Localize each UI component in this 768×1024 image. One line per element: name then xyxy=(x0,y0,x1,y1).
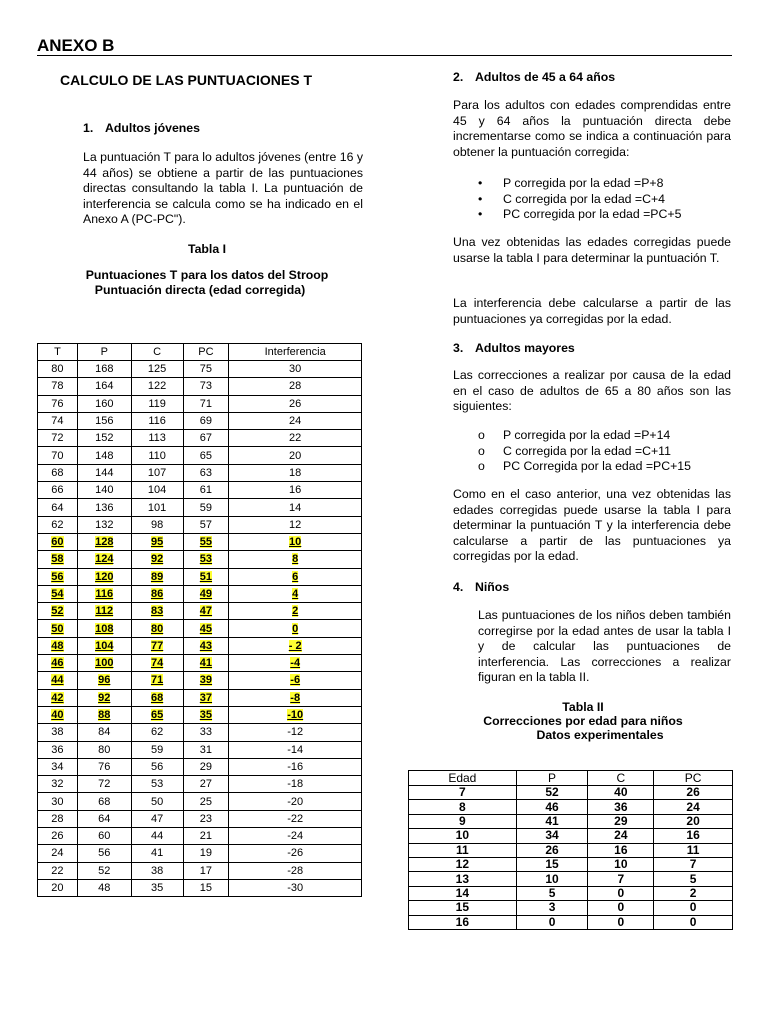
table1-cell: 86 xyxy=(131,585,183,602)
table2-cell: 10 xyxy=(588,857,654,871)
table1-cell: 110 xyxy=(131,447,183,464)
table-row xyxy=(409,872,733,886)
table2-header-cell: PC xyxy=(654,771,733,786)
table1-cell: 80 xyxy=(77,741,131,758)
table1-cell: 35 xyxy=(131,879,183,896)
table1-label: Tabla I xyxy=(187,242,227,256)
table1-cell: 124 xyxy=(77,551,131,568)
section-2-bullet xyxy=(478,192,728,208)
table-row xyxy=(409,901,733,915)
section-2-bullet-text: C corregida por la edad =C+4 xyxy=(503,191,666,206)
bullet-marker-icon: o xyxy=(478,459,485,474)
table1-cell: 28 xyxy=(229,378,362,395)
table-row xyxy=(38,361,362,378)
table1-cell: 52 xyxy=(38,603,78,620)
table-row xyxy=(38,464,362,481)
table1-cell: 47 xyxy=(131,810,183,827)
table1-cell: 67 xyxy=(183,430,229,447)
table-row xyxy=(38,706,362,723)
table1-header-cell: PC xyxy=(183,344,229,361)
table1-cell: 77 xyxy=(131,637,183,654)
table2-cell: 7 xyxy=(654,857,733,871)
table2-header-cell: Edad xyxy=(409,771,517,786)
table1-cell: 23 xyxy=(183,810,229,827)
table2-cell: 34 xyxy=(516,829,588,843)
section-4-title: Niños xyxy=(475,580,510,594)
table1-cell: 49 xyxy=(183,585,229,602)
table1-cell: 144 xyxy=(77,464,131,481)
table2-cell: 12 xyxy=(409,857,517,871)
table-row xyxy=(38,603,362,620)
table1-cell: 37 xyxy=(183,689,229,706)
table1-caption-1: Puntuaciones T para los datos del Stroop xyxy=(85,268,329,282)
table1-cell: 50 xyxy=(38,620,78,637)
table1-cell: 6 xyxy=(229,568,362,585)
t-scores-table xyxy=(37,343,362,897)
table1-cell: 75 xyxy=(183,361,229,378)
table1-cell: -14 xyxy=(229,741,362,758)
table1-cell: 116 xyxy=(77,585,131,602)
table1-cell: 18 xyxy=(229,464,362,481)
table1-cell: 66 xyxy=(38,482,78,499)
table1-cell: 21 xyxy=(183,828,229,845)
table1-cell: 42 xyxy=(38,689,78,706)
table-row xyxy=(38,741,362,758)
age-correction-table xyxy=(408,770,733,930)
table1-cell: 19 xyxy=(183,845,229,862)
table1-cell: 44 xyxy=(131,828,183,845)
table1-cell: 160 xyxy=(77,395,131,412)
section-3-bullet xyxy=(478,459,728,475)
table1-cell: 156 xyxy=(77,412,131,429)
table1-cell: -28 xyxy=(229,862,362,879)
table1-cell: 44 xyxy=(38,672,78,689)
table1-cell: 140 xyxy=(77,482,131,499)
table2-cell: 9 xyxy=(409,814,517,828)
table-row xyxy=(409,800,733,814)
table2-cell: 0 xyxy=(588,886,654,900)
table1-cell: 24 xyxy=(229,412,362,429)
table1-cell: -6 xyxy=(229,672,362,689)
table1-cell: 64 xyxy=(77,810,131,827)
table1-cell: 116 xyxy=(131,412,183,429)
table2-caption-1: Correcciones por edad para niños xyxy=(483,714,683,728)
table1-cell: 63 xyxy=(183,464,229,481)
table1-header-cell: Interferencia xyxy=(229,344,362,361)
table1-cell: 70 xyxy=(38,447,78,464)
table1-cell: 30 xyxy=(38,793,78,810)
table1-cell: 16 xyxy=(229,482,362,499)
table1-cell: 29 xyxy=(183,758,229,775)
table1-cell: 22 xyxy=(38,862,78,879)
section-3-bullet-text: C corregida por la edad =C+11 xyxy=(503,443,671,458)
table-row xyxy=(38,447,362,464)
table1-cell: 100 xyxy=(77,655,131,672)
table1-cell: -10 xyxy=(229,706,362,723)
table1-cell: 80 xyxy=(38,361,78,378)
table2-cell: 16 xyxy=(654,829,733,843)
table1-cell: 60 xyxy=(38,533,78,550)
table1-cell: 62 xyxy=(131,724,183,741)
table-row xyxy=(409,829,733,843)
table1-cell: 128 xyxy=(77,533,131,550)
table1-cell: 74 xyxy=(38,412,78,429)
table2-cell: 10 xyxy=(409,829,517,843)
table1-cell: 4 xyxy=(229,585,362,602)
table1-cell: 120 xyxy=(77,568,131,585)
section-2-text: Para los adultos con edades comprendidas entre 45 y 64 años la puntuación directa debe incrementarse como se indica a continuación para obtener la puntuación corregida: xyxy=(453,98,731,159)
table2-cell: 2 xyxy=(654,886,733,900)
table1-cell: 89 xyxy=(131,568,183,585)
bullet-marker-icon: • xyxy=(478,191,483,206)
table1-cell: 168 xyxy=(77,361,131,378)
table1-cell: 25 xyxy=(183,793,229,810)
table1-cell: 69 xyxy=(183,412,229,429)
table1-cell: 88 xyxy=(77,706,131,723)
table2-cell: 26 xyxy=(516,843,588,857)
table-row xyxy=(38,533,362,550)
table1-cell: 56 xyxy=(131,758,183,775)
table1-cell: 148 xyxy=(77,447,131,464)
table-row xyxy=(409,857,733,871)
page-title: CALCULO DE LAS PUNTUACIONES T xyxy=(60,72,312,88)
annex-title: ANEXO B xyxy=(37,36,115,55)
section-3-bullet-list xyxy=(478,428,728,475)
table1-cell: -8 xyxy=(229,689,362,706)
table1-cell: 20 xyxy=(38,879,78,896)
table2-cell: 7 xyxy=(409,786,517,800)
section-3-number: 3. xyxy=(453,341,464,355)
table2-cell: 5 xyxy=(654,872,733,886)
table1-cell: 84 xyxy=(77,724,131,741)
table2-cell: 0 xyxy=(516,915,588,929)
table2-cell: 15 xyxy=(516,857,588,871)
table2-cell: 11 xyxy=(409,843,517,857)
table-row xyxy=(38,672,362,689)
table1-cell: 28 xyxy=(38,810,78,827)
table2-cell: 16 xyxy=(588,843,654,857)
table1-cell: -20 xyxy=(229,793,362,810)
table1-cell: 45 xyxy=(183,620,229,637)
section-3-bullet xyxy=(478,444,728,460)
table1-cell: 40 xyxy=(38,706,78,723)
table1-cell: 136 xyxy=(77,499,131,516)
table1-cell: 59 xyxy=(183,499,229,516)
table1-cell: 92 xyxy=(131,551,183,568)
table1-cell: 35 xyxy=(183,706,229,723)
table2-header-cell: P xyxy=(516,771,588,786)
section-4-number: 4. xyxy=(453,580,464,594)
table-row xyxy=(38,568,362,585)
table1-cell: 64 xyxy=(38,499,78,516)
table1-cell: 54 xyxy=(38,585,78,602)
table1-cell: 83 xyxy=(131,603,183,620)
section-1-title: Adultos jóvenes xyxy=(105,121,200,135)
table1-cell: 14 xyxy=(229,499,362,516)
header-rule xyxy=(37,55,732,56)
table-row xyxy=(38,810,362,827)
table1-cell: -22 xyxy=(229,810,362,827)
table-row xyxy=(38,482,362,499)
table1-cell: 132 xyxy=(77,516,131,533)
table1-cell: 60 xyxy=(77,828,131,845)
table1-cell: 26 xyxy=(229,395,362,412)
table1-cell: 62 xyxy=(38,516,78,533)
table1-cell: 61 xyxy=(183,482,229,499)
table1-cell: 15 xyxy=(183,879,229,896)
table1-cell: 68 xyxy=(38,464,78,481)
table1-cell: 104 xyxy=(77,637,131,654)
table1-cell: -4 xyxy=(229,655,362,672)
table2-cell: 36 xyxy=(588,800,654,814)
table1-cell: 108 xyxy=(77,620,131,637)
section-2-text-3: La interferencia debe calcularse a partir de las puntuaciones ya corregidas por la edad. xyxy=(453,296,731,326)
section-3-bullet-text: PC Corregida por la edad =PC+15 xyxy=(503,459,691,474)
table2-cell: 24 xyxy=(654,800,733,814)
table1-cell: 65 xyxy=(183,447,229,464)
table1-cell: -12 xyxy=(229,724,362,741)
table1-cell: 71 xyxy=(131,672,183,689)
table1-cell: 24 xyxy=(38,845,78,862)
bullet-marker-icon: • xyxy=(478,176,483,190)
bullet-marker-icon: o xyxy=(478,428,485,442)
table1-cell: 20 xyxy=(229,447,362,464)
section-2-bullet-list xyxy=(478,176,728,223)
table1-cell: 104 xyxy=(131,482,183,499)
table1-cell: 74 xyxy=(131,655,183,672)
table1-cell: 41 xyxy=(183,655,229,672)
table1-cell: 43 xyxy=(183,637,229,654)
table2-cell: 41 xyxy=(516,814,588,828)
table1-cell: 78 xyxy=(38,378,78,395)
table2-cell: 52 xyxy=(516,786,588,800)
table1-cell: 12 xyxy=(229,516,362,533)
bullet-marker-icon: o xyxy=(478,443,485,458)
table2-cell: 40 xyxy=(588,786,654,800)
table-row xyxy=(38,879,362,896)
table1-cell: 32 xyxy=(38,776,78,793)
table-row xyxy=(38,862,362,879)
table1-cell: 17 xyxy=(183,862,229,879)
table1-cell: 95 xyxy=(131,533,183,550)
table1-cell: 56 xyxy=(38,568,78,585)
table1-cell: -18 xyxy=(229,776,362,793)
table-row xyxy=(409,814,733,828)
table2-cell: 10 xyxy=(516,872,588,886)
table1-cell: 2 xyxy=(229,603,362,620)
section-2-bullet-text: PC corregida por la edad =PC+5 xyxy=(503,207,682,222)
table2-cell: 3 xyxy=(516,901,588,915)
table-row xyxy=(38,655,362,672)
section-1-number: 1. xyxy=(83,121,94,135)
table1-cell: 59 xyxy=(131,741,183,758)
table1-cell: 48 xyxy=(77,879,131,896)
table-row xyxy=(38,551,362,568)
section-2-title: Adultos de 45 a 64 años xyxy=(475,70,616,84)
table1-cell: 122 xyxy=(131,378,183,395)
table1-cell: 98 xyxy=(131,516,183,533)
section-1-heading xyxy=(83,121,200,135)
section-4-heading xyxy=(453,580,509,594)
table1-cell: 56 xyxy=(77,845,131,862)
section-3-heading xyxy=(453,341,575,355)
table1-cell: 55 xyxy=(183,533,229,550)
table1-cell: 125 xyxy=(131,361,183,378)
section-2-bullet xyxy=(478,207,728,223)
table-row xyxy=(38,845,362,862)
table1-cell: 41 xyxy=(131,845,183,862)
table-row xyxy=(38,758,362,775)
table1-cell: 0 xyxy=(229,620,362,637)
section-3-text: Las correcciones a realizar por causa de la edad en el caso de adultos de 65 a 80 años son las siguientes: xyxy=(453,368,731,414)
table1-cell: -24 xyxy=(229,828,362,845)
table1-cell: 96 xyxy=(77,672,131,689)
table2-cell: 15 xyxy=(409,901,517,915)
table1-header-cell: T xyxy=(38,344,78,361)
table1-cell: 30 xyxy=(229,361,362,378)
table1-cell: - 2 xyxy=(229,637,362,654)
table1-cell: 152 xyxy=(77,430,131,447)
section-3-bullet xyxy=(478,428,728,444)
table1-cell: 51 xyxy=(183,568,229,585)
table1-cell: 68 xyxy=(131,689,183,706)
table1-cell: 39 xyxy=(183,672,229,689)
table2-cell: 0 xyxy=(588,901,654,915)
table2-cell: 14 xyxy=(409,886,517,900)
section-3-bullet-text: P corregida por la edad =P+14 xyxy=(503,428,671,442)
table1-cell: 38 xyxy=(38,724,78,741)
table1-cell: 53 xyxy=(131,776,183,793)
table2-header-cell: C xyxy=(588,771,654,786)
table1-cell: 34 xyxy=(38,758,78,775)
table1-caption-2: Puntuación directa (edad corregida) xyxy=(94,283,306,297)
table2-cell: 0 xyxy=(654,901,733,915)
table1-cell: -30 xyxy=(229,879,362,896)
table1-cell: 92 xyxy=(77,689,131,706)
table2-cell: 5 xyxy=(516,886,588,900)
table-row xyxy=(38,776,362,793)
section-2-bullet xyxy=(478,176,728,192)
table1-header-cell: P xyxy=(77,344,131,361)
table-row xyxy=(38,585,362,602)
table1-cell: 113 xyxy=(131,430,183,447)
table1-cell: 101 xyxy=(131,499,183,516)
table1-cell: 57 xyxy=(183,516,229,533)
table-row xyxy=(38,430,362,447)
section-2-heading xyxy=(453,70,615,84)
table1-cell: 164 xyxy=(77,378,131,395)
table2-caption-2: Datos experimentales xyxy=(536,728,664,742)
table1-cell: 76 xyxy=(77,758,131,775)
table1-cell: 27 xyxy=(183,776,229,793)
table1-cell: 107 xyxy=(131,464,183,481)
table1-cell: 38 xyxy=(131,862,183,879)
table1-cell: 73 xyxy=(183,378,229,395)
table1-cell: -16 xyxy=(229,758,362,775)
table2-cell: 20 xyxy=(654,814,733,828)
section-2-text-2: Una vez obtenidas las edades corregidas puede usarse la tabla I para determinar la puntuación T. xyxy=(453,235,731,265)
table1-header-cell: C xyxy=(131,344,183,361)
table1-cell: 50 xyxy=(131,793,183,810)
table-row xyxy=(409,786,733,800)
table1-cell: 119 xyxy=(131,395,183,412)
table1-cell: 68 xyxy=(77,793,131,810)
table-row xyxy=(38,793,362,810)
table-row xyxy=(409,886,733,900)
section-4-text: Las puntuaciones de los niños deben también corregirse por la edad antes de usar la tabla I y de calcular las puntuaciones de interferencia. Las correcciones a realizar figuran en la tabla II. xyxy=(478,608,731,685)
table2-cell: 13 xyxy=(409,872,517,886)
table2-cell: 0 xyxy=(588,915,654,929)
table1-cell: 31 xyxy=(183,741,229,758)
table-row xyxy=(38,828,362,845)
table1-cell: 53 xyxy=(183,551,229,568)
table1-cell: 48 xyxy=(38,637,78,654)
table-row xyxy=(409,843,733,857)
table2-cell: 29 xyxy=(588,814,654,828)
bullet-marker-icon: • xyxy=(478,207,483,222)
table-row xyxy=(38,499,362,516)
table-row xyxy=(38,724,362,741)
section-2-bullet-text: P corregida por la edad =P+8 xyxy=(503,176,664,190)
table1-cell: 112 xyxy=(77,603,131,620)
table1-cell: 46 xyxy=(38,655,78,672)
table-row xyxy=(38,620,362,637)
table2-cell: 11 xyxy=(654,843,733,857)
table1-cell: 72 xyxy=(38,430,78,447)
table2-label: Tabla II xyxy=(562,700,604,714)
table1-cell: 22 xyxy=(229,430,362,447)
table-row xyxy=(409,915,733,929)
table2-cell: 8 xyxy=(409,800,517,814)
table-row xyxy=(38,378,362,395)
table1-cell: 76 xyxy=(38,395,78,412)
section-3-title: Adultos mayores xyxy=(475,341,575,355)
table1-cell: 52 xyxy=(77,862,131,879)
section-3-text-2: Como en el caso anterior, una vez obtenidas las edades corregidas puede usarse la tabla I para determinar la puntuación T y la interferencia debe calcularse a partir de las puntuaciones ya corregidas por la edad. xyxy=(453,487,731,564)
table1-cell: 26 xyxy=(38,828,78,845)
table2-cell: 16 xyxy=(409,915,517,929)
table1-cell: 72 xyxy=(77,776,131,793)
table1-cell: 47 xyxy=(183,603,229,620)
table1-cell: 8 xyxy=(229,551,362,568)
section-2-number: 2. xyxy=(453,70,464,84)
table-row xyxy=(38,395,362,412)
table1-cell: -26 xyxy=(229,845,362,862)
table1-cell: 33 xyxy=(183,724,229,741)
table1-cell: 10 xyxy=(229,533,362,550)
table1-cell: 80 xyxy=(131,620,183,637)
table-row xyxy=(38,689,362,706)
section-1-text: La puntuación T para lo adultos jóvenes (entre 16 y 44 años) se obtiene a partir de las puntuaciones directas consultando la tabla I. La puntuación de interferencia se calcula como se ha indicado en el Anexo A (PC-PC"). xyxy=(83,150,363,227)
table2-cell: 46 xyxy=(516,800,588,814)
table2-cell: 26 xyxy=(654,786,733,800)
table-row xyxy=(38,412,362,429)
table2-cell: 7 xyxy=(588,872,654,886)
table-row xyxy=(38,637,362,654)
table2-cell: 24 xyxy=(588,829,654,843)
table1-cell: 71 xyxy=(183,395,229,412)
table1-cell: 36 xyxy=(38,741,78,758)
table-row xyxy=(38,516,362,533)
table2-cell: 0 xyxy=(654,915,733,929)
table1-cell: 58 xyxy=(38,551,78,568)
table1-cell: 65 xyxy=(131,706,183,723)
